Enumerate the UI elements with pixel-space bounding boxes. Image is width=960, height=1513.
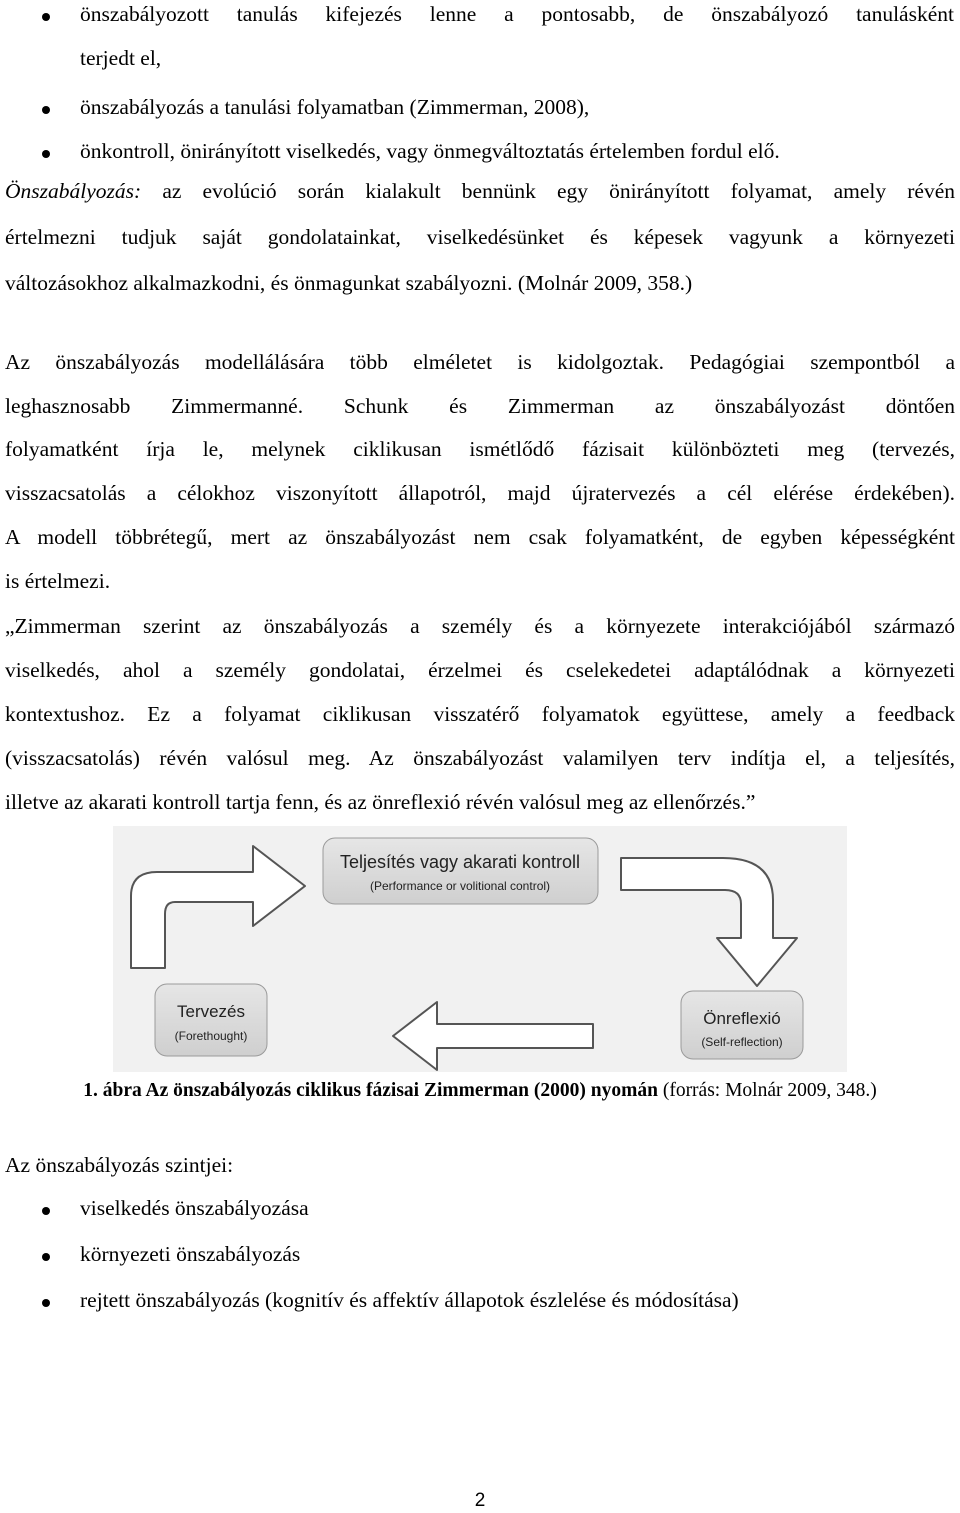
quote-line: viselkedés, ahol a személy gondolatai, érzelmei és cselekedetei adaptálódnak a környezeti [5,658,955,682]
bullet-icon [42,106,50,114]
paragraph-line: is értelmezi. [5,568,111,593]
left-phase-title: Tervezés [176,1002,246,1021]
level-text: rejtett önszabályozás (kognitív és affektív állapotok észlelése és módosítása) [80,1288,739,1312]
bullet-icon [42,13,50,21]
cycle-diagram-svg [113,826,847,1072]
level-text: viselkedés önszabályozása [80,1196,309,1220]
arrow-up-right-icon [131,846,305,968]
definition-line: változásokhoz alkalmazkodni, és önmagunkat szabályozni. (Molnár 2009, 358.) [5,271,693,295]
paragraph-line: leghasznosabb Zimmermanné. Schunk és Zimmerman az önszabályozást döntően [5,393,955,418]
left-phase-subtitle: (Forethought) [174,1029,248,1043]
bullet-line-2: terjedt el, [80,46,162,70]
bullet-icon [42,1253,50,1261]
quote-paragraph [5,604,955,824]
definition-term: Önszabályozás: [5,179,142,203]
quote-line: „Zimmerman szerint az önszabályozás a személy és a környezete interakciójából származó [5,614,955,638]
level-text: környezeti önszabályozás [80,1242,301,1266]
cycle-diagram [113,826,847,1072]
definition-line: értelmezni tudjuk saját gondolatainkat, viselkedésünket és képesek vagyunk a környezeti [5,225,955,249]
top-phase-subtitle: (Performance or volitional control) [369,879,551,893]
paragraph-line: folyamatként írja le, melynek ciklikusan ismétlődő fázisait különbözteti meg (tervezés, [5,437,955,462]
caption-bold: 1. ábra Az önszabályozás ciklikus fázisai Zimmerman (2000) nyomán [83,1080,658,1101]
definition-line: az evolúció során kialakult bennünk egy önirányított folyamat, amely révén [141,179,955,203]
paragraph-line: visszacsatolás a célokhoz viszonyított állapotról, majd újratervezés a cél elérése érdekében). [5,481,955,506]
bullet-text: önkontroll, önirányított viselkedés, vagy önmegváltoztatás értelemben fordul elő. [80,139,780,163]
paragraph-line: Az önszabályozás modellálására több elméletet is kidolgoztak. Pedagógiai szempontból a [5,350,955,374]
figure-caption [0,1078,960,1104]
right-phase-subtitle: (Self-reflection) [701,1035,783,1049]
arrow-left-icon [393,1002,593,1070]
bullet-text: önszabályozás a tanulási folyamatban (Zimmerman, 2008), [80,95,590,119]
bullet-icon [42,1207,50,1215]
bullet-line-1: önszabályozott tanulás kifejezés lenne a pontosabb, de önszabályozó tanulásként [80,2,954,26]
top-phase-title: Teljesítés vagy akarati kontroll [339,852,581,872]
right-phase-title: Önreflexió [703,1009,781,1028]
levels-heading: Az önszabályozás szintjei: [5,1153,234,1177]
arrow-down-icon [621,858,797,986]
definition-paragraph [5,168,955,306]
model-paragraph [5,341,955,603]
page-number: 2 [474,1490,486,1511]
quote-line: kontextushoz. Ez a folyamat ciklikusan visszatérő folyamatok együttese, amely a feedback [5,702,955,726]
bullet-icon [42,150,50,158]
bullet-icon [42,1299,50,1307]
quote-line: (visszacsatolás) révén valósul meg. Az önszabályozást valamilyen terv indítja el, a teljesítés, [5,746,955,770]
quote-line: illetve az akarati kontroll tartja fenn, és az önreflexió révén valósul meg az ellenőrzés.” [5,790,756,814]
paragraph-line: A modell többrétegű, mert az önszabályozást nem csak folyamatként, de egyben képességként [5,524,955,549]
caption-source: (forrás: Molnár 2009, 348.) [657,1080,877,1101]
